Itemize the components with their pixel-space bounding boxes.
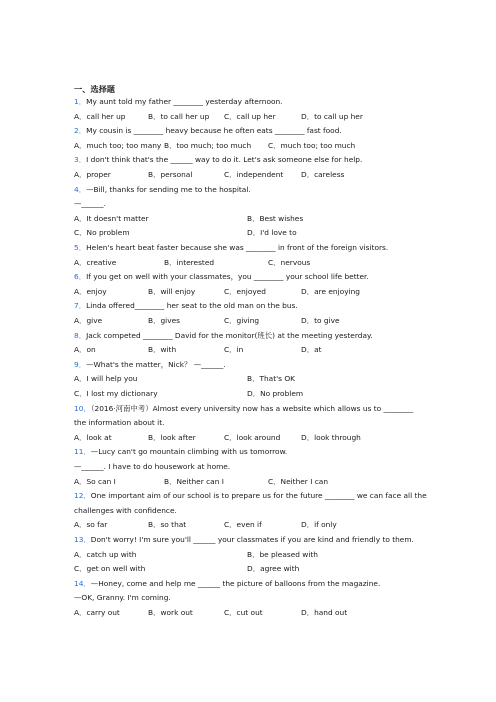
question-text: —Honey, come and help me ______ the picture of balloons from the magazine. [90, 578, 381, 588]
question-number: 5． [74, 243, 87, 252]
question-stem [74, 360, 226, 370]
question-stem [74, 404, 413, 414]
answer-option: B．Neither can I [164, 476, 224, 486]
question-text: —______. I have to do housework at home. [74, 462, 231, 471]
question-stem-continued [74, 506, 177, 516]
answer-option: C．much too; too much [268, 140, 356, 150]
section-title: 一、选择题 [74, 84, 115, 94]
answer-option: D．hand out [301, 608, 348, 617]
question-stem [74, 272, 369, 282]
question-text: —What's the matter，Nick？ —______. [86, 359, 226, 369]
answer-option: B．interested [164, 257, 215, 267]
answer-option: A．It doesn't matter [74, 213, 149, 223]
question-text: I don't think that's the ______ way to do it. Let's ask someone else for help. [86, 155, 363, 165]
answer-option: B．work out [148, 608, 193, 617]
question-text: Linda offered________ her seat to the old man on the bus. [86, 301, 298, 311]
question-text: If you get on well with your classmates，you ________ your school life better. [86, 272, 369, 282]
answer-option: A．call her up [74, 111, 126, 121]
answer-option: B．Best wishes [247, 213, 304, 223]
answer-option: A．on [74, 345, 96, 355]
answer-option: A．give [74, 316, 103, 325]
question-stem [74, 579, 380, 589]
question-stem [74, 185, 251, 195]
answer-option: C．independent [224, 170, 284, 179]
answer-option: C．Neither I can [268, 476, 329, 486]
answer-option: B．gives [148, 316, 180, 325]
question-stem [74, 331, 373, 341]
answer-option: B．personal [148, 170, 193, 179]
answer-option: D．agree with [247, 564, 300, 574]
answer-option: D．to call up her [301, 111, 363, 121]
question-stem [74, 491, 427, 501]
answer-option: D．look through [301, 432, 361, 442]
question-number: 2． [74, 126, 87, 136]
question-number: 9． [74, 359, 87, 369]
question-text: Jack competed ________ David for the monitor(班长) at the meeting yesterday. [86, 330, 373, 340]
answer-option: D．No problem [247, 389, 304, 398]
answer-option: A．much too; too many [74, 140, 162, 150]
question-number: 7． [74, 301, 87, 311]
question-text: My aunt told my father ________ yesterday afternoon. [86, 97, 283, 106]
question-stem [74, 126, 342, 136]
answer-option: D．to give [301, 316, 340, 325]
question-number: 3． [74, 155, 87, 165]
answer-option: D．if only [301, 520, 337, 530]
question-number: 4． [74, 184, 87, 194]
answer-option: B．with [148, 345, 177, 355]
question-text: Helen's heart beat faster because she was ________ in front of the foreign visitors. [86, 243, 389, 252]
answer-option: B．That's OK [247, 374, 295, 384]
answer-option: D．careless [301, 170, 345, 179]
answer-option: A．carry out [74, 608, 120, 617]
answer-option: C．call up her [224, 111, 276, 121]
answer-option: B．so that [148, 520, 187, 530]
question-text: （2016·河南中考）Almost every university now has a website which allows us to ________ [90, 403, 414, 413]
answer-option: B．to call her up [148, 111, 210, 121]
answer-option: C．even if [224, 520, 262, 530]
answer-option: B．look after [148, 432, 196, 442]
answer-option: D．at [301, 345, 322, 355]
question-text: —Lucy can't go mountain climbing with us tomorrow. [90, 447, 288, 457]
question-text: the information about it. [74, 418, 165, 428]
answer-option: A．I will help you [74, 374, 138, 384]
answer-option: B．will enjoy [148, 286, 196, 296]
question-text: My cousin is ________ heavy because he often eats ________ fast food. [86, 126, 342, 136]
answer-option: C．cut out [224, 608, 263, 617]
answer-option: D．I'd love to [247, 228, 297, 238]
answer-option: C．nervous [268, 257, 311, 267]
answer-option: A．creative [74, 257, 117, 267]
answer-option: C．get on well with [74, 564, 146, 574]
question-stem [74, 155, 362, 165]
question-stem-continued [74, 418, 164, 428]
question-stem [74, 301, 298, 311]
answer-option: B．be pleased with [247, 549, 318, 559]
question-stem [74, 535, 414, 545]
answer-option: C．I lost my dictionary [74, 389, 158, 398]
answer-option: C．giving [224, 316, 260, 325]
question-stem [74, 97, 283, 107]
answer-option: D．are enjoying [301, 286, 360, 296]
answer-option: A．look at [74, 432, 112, 442]
question-number: 14． [74, 578, 91, 588]
answer-option: A．enjoy [74, 286, 107, 296]
answer-option: A．proper [74, 170, 111, 179]
answer-option: A．so far [74, 520, 108, 530]
answer-option: C．look around [224, 432, 281, 442]
question-number: 11． [74, 447, 91, 457]
question-text: —OK, Granny. I'm coming. [74, 593, 171, 603]
question-number: 6． [74, 272, 87, 282]
question-number: 10． [74, 403, 91, 413]
answer-option: C．in [224, 345, 244, 355]
answer-option: A．catch up with [74, 549, 137, 559]
question-stem [74, 447, 287, 457]
question-stem-continued [74, 199, 106, 209]
answer-option: B．too much; too much [164, 140, 252, 150]
question-text: Don't worry! I'm sure you'll ______ your classmates if you are kind and friendly to them. [90, 535, 414, 544]
question-number: 12． [74, 491, 91, 501]
question-stem-continued [74, 462, 230, 472]
question-number: 1． [74, 97, 87, 106]
question-text: —______. [74, 199, 106, 209]
question-number: 13． [74, 535, 91, 544]
answer-option: C．No problem [74, 228, 130, 238]
question-stem [74, 243, 388, 253]
question-text: —Bill, thanks for sending me to the hospital. [86, 184, 251, 194]
answer-option: C．enjoyed [224, 286, 266, 296]
question-stem-continued [74, 593, 171, 603]
question-text: challenges with confidence. [74, 505, 177, 515]
answer-option: A．So can I [74, 476, 116, 486]
question-text: One important aim of our school is to prepare us for the future ________ we can face all the [90, 491, 427, 501]
question-number: 8． [74, 330, 87, 340]
